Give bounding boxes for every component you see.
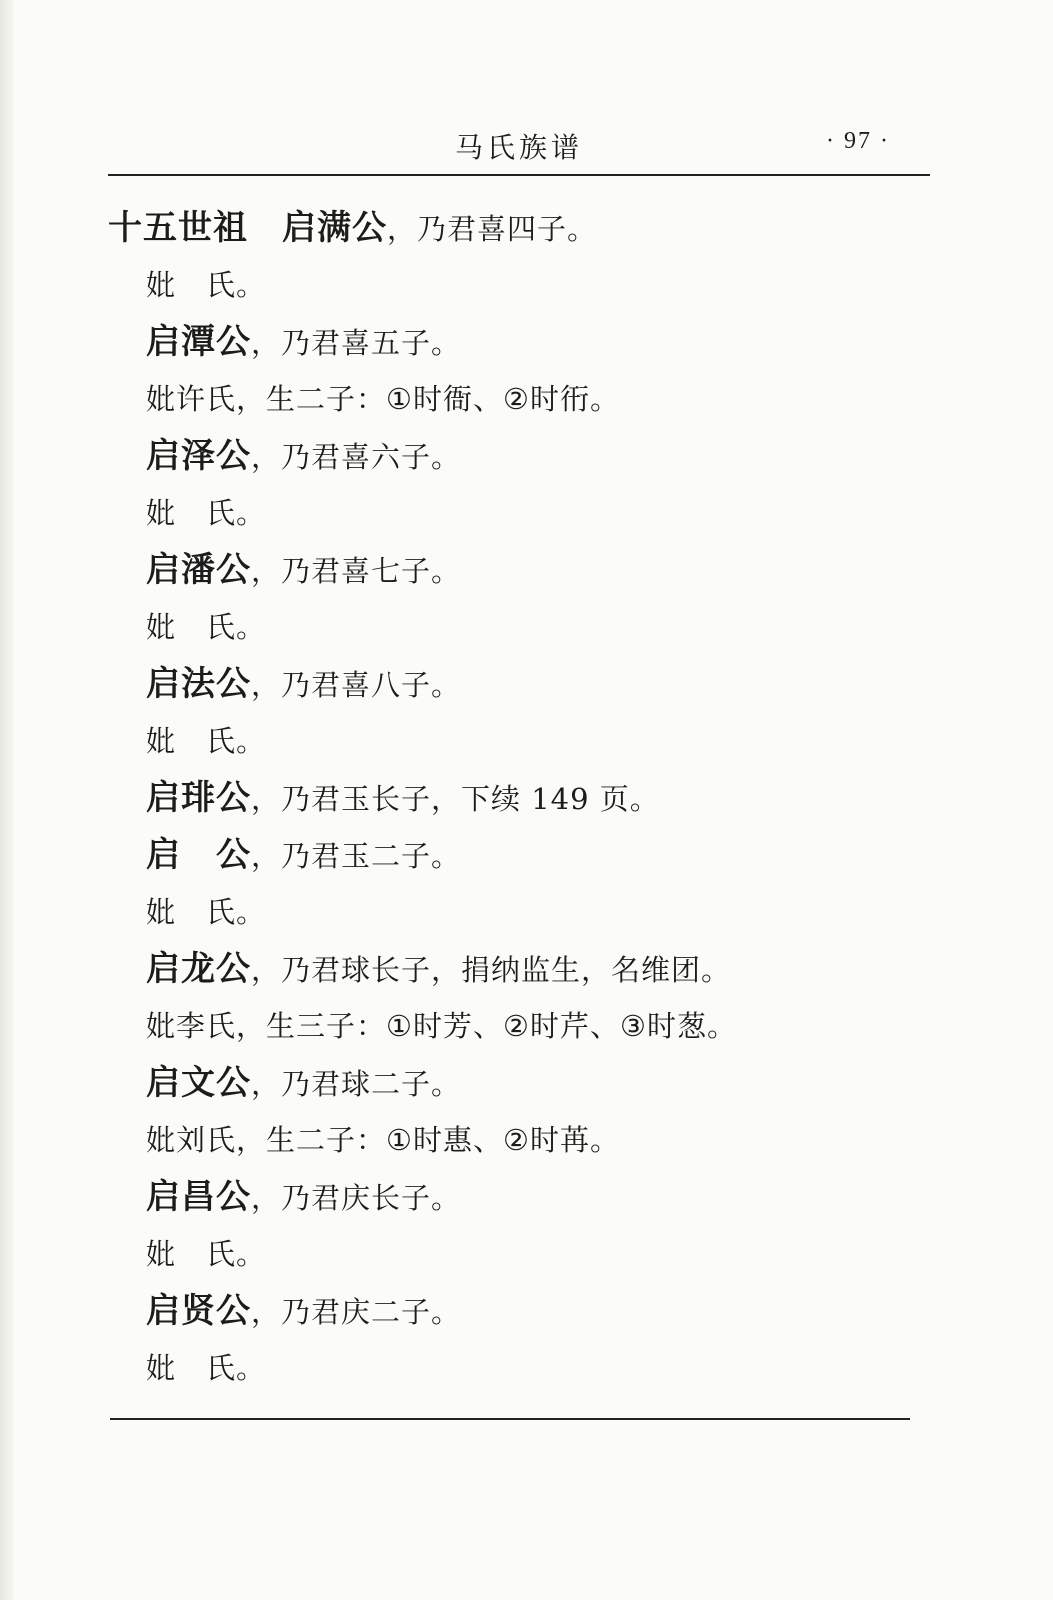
ancestor-name: 启潘公 [146,550,251,590]
entry-line [108,428,930,485]
ancestor-name: 启龙公 [146,949,251,989]
entry-line [108,1169,930,1226]
wife-line [108,257,930,314]
wife-record: 妣许氏，生二子：①时衙、②时衎。 [146,382,620,416]
wife-line [108,371,930,428]
ancestor-name: 启昌公 [146,1177,251,1217]
generation-label: 十五世祖 [108,208,248,248]
entry-line [108,314,930,371]
ancestor-description: ，乃君喜四子。 [387,212,598,246]
ancestor-description: ，乃君庆长子。 [251,1181,462,1215]
ancestor-description: ，乃君庆二子。 [251,1295,462,1329]
page-header [108,118,930,176]
wife-line [108,998,930,1055]
ancestor-name: 启文公 [146,1063,251,1103]
entry-line [108,200,930,257]
entry-line [108,1055,930,1112]
entry-line [108,941,930,998]
wife-line [108,1112,930,1169]
ancestor-description: ，乃君喜八子。 [251,668,462,702]
ancestor-name: 启满公 [282,208,387,248]
wife-line [108,485,930,542]
book-title: 马氏族谱 [454,131,583,164]
wife-line [108,1340,930,1397]
entry-line [108,542,930,599]
ancestor-name: 启 公 [146,835,251,875]
ancestor-description: ，乃君玉长子，下续 149 页。 [251,782,660,816]
ancestor-description: ，乃君球二子。 [251,1067,462,1101]
page-edge-shadow [0,0,14,1600]
wife-record: 妣 氏。 [146,1237,267,1271]
wife-line [108,713,930,770]
ancestor-description: ，乃君喜六子。 [251,440,462,474]
ancestor-name: 启琲公 [146,778,251,818]
entry-line [108,827,930,884]
ancestor-description: ，乃君喜七子。 [251,554,462,588]
ancestor-name: 启潭公 [146,322,251,362]
footer-rule [110,1418,910,1420]
ancestor-name: 启泽公 [146,436,251,476]
ancestor-name: 启贤公 [146,1291,251,1331]
wife-record: 妣 氏。 [146,496,267,530]
wife-record: 妣李氏，生三子：①时芳、②时芹、③时葱。 [146,1009,737,1043]
wife-line [108,884,930,941]
ancestor-description: ，乃君玉二子。 [251,839,462,873]
ancestor-name: 启法公 [146,664,251,704]
entry-line [108,770,930,827]
wife-line [108,1226,930,1283]
entry-line [108,1283,930,1340]
wife-record: 妣 氏。 [146,724,267,758]
wife-record: 妣 氏。 [146,610,267,644]
wife-record: 妣 氏。 [146,895,267,929]
page-number: · 97 · [826,128,890,154]
wife-record: 妣 氏。 [146,1351,267,1385]
ancestor-description: ，乃君球长子，捐纳监生，名维团。 [251,953,732,987]
entry-line [108,656,930,713]
wife-record: 妣 氏。 [146,268,267,302]
wife-record: 妣刘氏，生二子：①时惠、②时苒。 [146,1123,620,1157]
ancestor-description: ，乃君喜五子。 [251,326,462,360]
wife-line [108,599,930,656]
genealogy-entries [108,200,930,1397]
